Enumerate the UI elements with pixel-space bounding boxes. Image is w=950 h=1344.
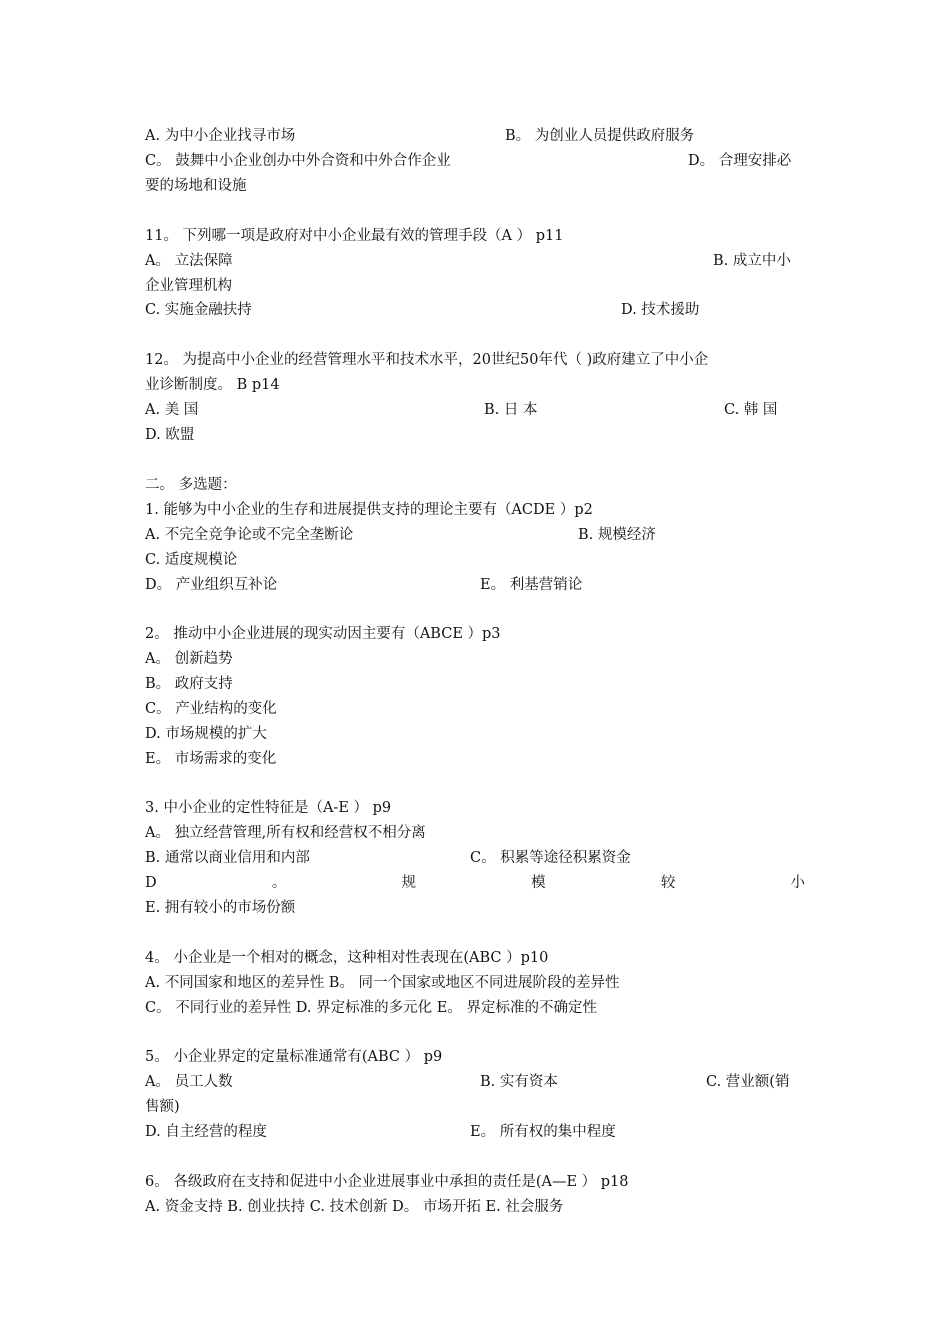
m6-stem: 6。 各级政府在支持和促进中小企业进展事业中承担的责任是(A—E ） p18: [145, 1174, 629, 1190]
m3-d-part: D: [145, 875, 157, 891]
m4-options-ab: A. 不同国家和地区的差异性 B。 同一个国家或地区不同进展阶段的差异性: [145, 975, 620, 991]
m3-option-d-justified: [145, 873, 805, 893]
q11-option-c: C. 实施金融扶持: [145, 302, 252, 318]
q11-option-b-cont: 企业管理机构: [145, 278, 232, 294]
q11-option-a: A。 立法保障: [145, 253, 233, 269]
m5-option-c: C. 营业额(销: [706, 1074, 790, 1090]
m3-option-b: B. 通常以商业信用和内部: [145, 850, 310, 866]
m5-option-d: D. 自主经营的程度: [145, 1124, 267, 1140]
q12-option-d: D. 欧盟: [145, 427, 195, 443]
m1-option-a: A. 不完全竞争论或不完全垄断论: [145, 527, 354, 543]
m5-stem: 5。 小企业界定的定量标准通常有(ABC ） p9: [145, 1049, 443, 1065]
m2-option-d: D. 市场规模的扩大: [145, 726, 267, 742]
m6-options: A. 资金支持 B. 创业扶持 C. 技术创新 D。 市场开拓 E. 社会服务: [145, 1199, 564, 1215]
m1-option-b: B. 规模经济: [578, 527, 656, 543]
m2-stem: 2。 推动中小企业进展的现实动因主要有（ABCE ）p3: [145, 626, 501, 642]
q12-option-a: A. 美 国: [145, 402, 199, 418]
q10-option-a: A. 为中小企业找寻市场: [145, 128, 296, 144]
m3-d-part: 小: [790, 875, 805, 891]
m1-option-c: C. 适度规模论: [145, 552, 238, 568]
q12-option-b: B. 日 本: [484, 402, 538, 418]
q10-option-d-cont: 要的场地和设施: [145, 178, 247, 194]
m3-option-c: C。 积累等途径积累资金: [470, 850, 631, 866]
m1-option-d: D。 产业组织互补论: [145, 577, 278, 593]
m3-d-part: 。: [271, 875, 287, 891]
m5-option-b: B. 实有资本: [480, 1074, 558, 1090]
m3-d-part: 较: [660, 875, 676, 891]
q10-option-b: B。 为创业人员提供政府服务: [505, 128, 695, 144]
q12-stem-line2: 业诊断制度。 B p14: [145, 377, 280, 393]
m2-option-b: B。 政府支持: [145, 676, 233, 692]
m3-stem: 3. 中小企业的定性特征是（A-E ） p9: [145, 800, 392, 816]
m4-options-cde: C。 不同行业的差异性 D. 界定标准的多元化 E。 界定标准的不确定性: [145, 1000, 597, 1016]
section-title: 二。 多选题：: [145, 477, 237, 493]
m4-stem: 4。 小企业是一个相对的概念，这种相对性表现在(ABC ）p10: [145, 950, 549, 966]
q10-option-d: D。 合理安排必: [688, 153, 792, 169]
q12-stem-line1: 12。 为提高中小企业的经营管理水平和技术水平，20世纪50年代（ )政府建立了中小企: [145, 352, 709, 368]
m1-stem: 1. 能够为中小企业的生存和进展提供支持的理论主要有（ACDE ）p2: [145, 502, 593, 518]
q12-option-c: C. 韩 国: [724, 402, 778, 418]
q10-option-c: C。 鼓舞中小企业创办中外合资和中外合作企业: [145, 153, 451, 169]
m3-option-e: E. 拥有较小的市场份额: [145, 900, 296, 916]
m3-option-a: A。 独立经营管理,所有权和经营权不相分离: [145, 825, 426, 841]
m2-option-e: E。 市场需求的变化: [145, 751, 277, 767]
m5-option-c-cont: 售额): [145, 1099, 180, 1115]
m3-d-part: 规: [401, 875, 416, 891]
m1-option-e: E。 利基营销论: [480, 577, 583, 593]
m2-option-c: C。 产业结构的变化: [145, 701, 277, 717]
m2-option-a: A。 创新趋势: [145, 651, 233, 667]
q11-option-b: B. 成立中小: [713, 253, 791, 269]
m5-option-a: A。 员工人数: [145, 1074, 233, 1090]
q11-stem: 11。 下列哪一项是政府对中小企业最有效的管理手段（A ） p11: [145, 228, 564, 244]
m5-option-e: E。 所有权的集中程度: [470, 1124, 616, 1140]
q11-option-d: D. 技术援助: [621, 302, 700, 318]
m3-d-part: 模: [531, 875, 546, 891]
